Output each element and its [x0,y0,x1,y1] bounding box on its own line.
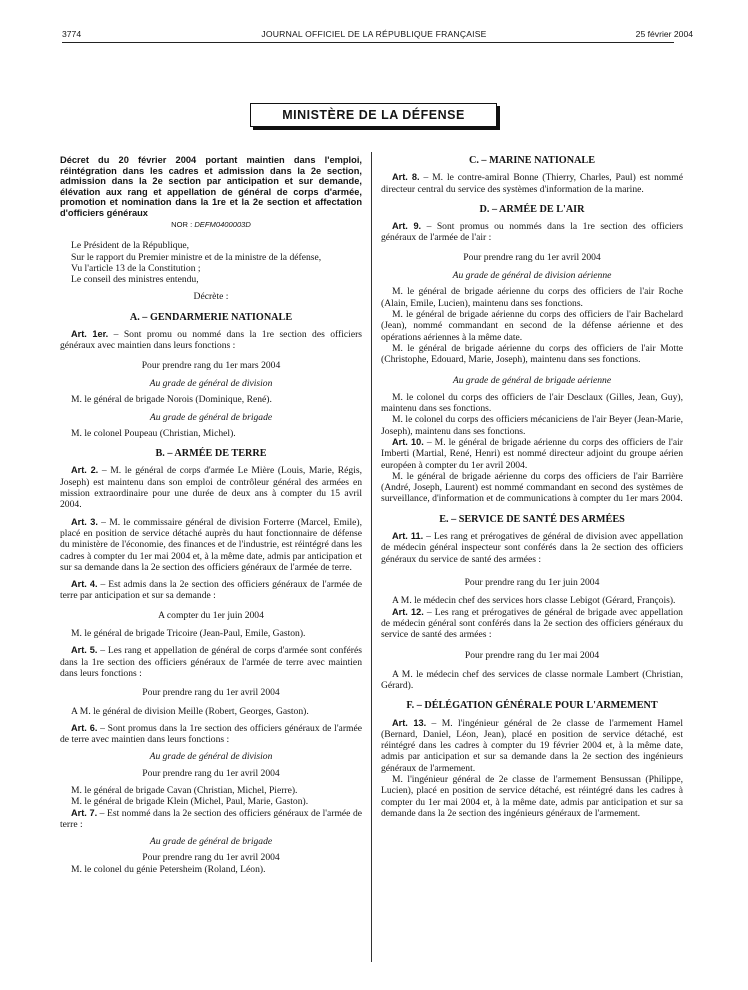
rank-date: Pour prendre rang du 1er mai 2004 [464,650,600,662]
article-label: Art. 13. [392,717,427,728]
person-entry: M. le général de brigade Klein (Michel, Paul, Marie, Gaston). [71,796,309,808]
grade-heading: Au grade de général de division aérienne [452,270,612,282]
nor-reference [60,219,362,230]
person-entry: M. le colonel Poupeau (Christian, Michel). [71,427,236,439]
preamble-line: Sur le rapport du Premier ministre et de la ministre de la défense, [71,251,322,263]
article-paragraph [60,579,362,602]
article-text: – Les rang et appellation de général de corps d'armée sont conférés dans la 1re section des officiers généraux de l'armée de terre avec maintien dans leurs fonctions : [60,645,362,679]
grade-heading: Au grade de général de division [149,751,273,763]
person-entry: A M. le médecin chef des services hors classe Lebigot (Gérard, François). [392,595,676,607]
article-text: – M. le général de brigade aérienne du corps des officiers de l'air Imberti (Martial, René, Henri) est nommé directeur adjoint du groupe aérien européen à compter du 1er avril 2004. [381,436,683,471]
article-text: – Sont promus dans la 1re section des officiers généraux de l'armée de terre avec maintien dans leurs fonctions : [60,722,362,746]
rank-date: Pour prendre rang du 1er avril 2004 [142,767,280,779]
rank-date: Pour prendre rang du 1er avril 2004 [142,687,280,699]
article-label: Art. 2. [71,465,99,476]
article-paragraph [60,517,362,573]
decree-title: Décret du 20 février 2004 portant maintien dans l'emploi, réintégration dans les cadres et admission dans la 2e section, admission dans la 2e section par anticipation et sur demande, élévation aux rang et appellation de général de corps d'armée, promotion et nomination dans la 1re et la 2e section et affectation d'officiers généraux [60,155,362,218]
article-text: – Les rang et prérogatives de général de brigade avec appellation de médecin général sont conférés dans la 2e section des officiers généraux du service de santé des armées : [381,606,683,641]
article-text: – Est admis dans la 2e section des officiers généraux de l'armée de terre par anticipation et sur sa demande : [60,579,363,602]
article-paragraph [381,221,683,244]
person-entry: M. le colonel du corps des officiers de l'air Desclaux (Gilles, Jean, Guy), maintenu dans ses fonctions. [381,391,683,415]
person-entry: M. le général de brigade aérienne du corps des officiers de l'air Roche (Alain, Emile, Lucien), maintenu dans ses fonctions. [381,286,683,309]
article-label: Art. 3. [71,516,98,527]
article-paragraph [381,437,683,471]
person-entry: A M. le médecin chef des services de classe normale Lambert (Christian, Gérard). [381,668,683,691]
person-entry: M. le général de brigade Norois (Dominique, René). [71,394,272,406]
article-text: – M. le commissaire général de division Forterre (Marcel, Emile), placé en position de service détaché auprès du haut fonctionnaire de défense du ministère de l'économie, des finances et de l'industrie, est réintégré dans les cadres à compter du 1er mai 2004 et, à la même date, admis par anticipation et sur sa demande dans la 2e section des officiers généraux de l'armée de terre. [60,516,362,573]
article-paragraph [60,465,362,510]
person-entry: M. le général de brigade Tricoire (Jean-Paul, Emile, Gaston). [71,628,306,640]
article-label: Art. 7. [71,807,98,818]
preamble-line: Vu l'article 13 de la Constitution ; [71,262,201,274]
person-entry: M. le général de brigade Cavan (Christian, Michel, Pierre). [71,784,298,796]
article-text: – Sont promu ou nommé dans la 1re section des officiers généraux avec maintien dans leurs fonctions : [60,329,363,352]
right-column [381,155,683,819]
article-label: Art. 1er. [71,329,109,340]
article-paragraph [60,723,362,746]
article-label: Art. 5. [71,645,98,656]
person-entry: M. le général de brigade aérienne du corps des officiers de l'air Bachelard (Jean), nommé commandant en second de la défense aérienne et des opérations aériennes à la même date. [381,308,683,343]
article-paragraph [381,718,683,774]
column-divider [371,152,372,962]
article-label: Art. 10. [392,436,424,447]
decrete-line: Décrète : [193,291,229,303]
article-label: Art. 6. [71,722,98,733]
article-text: – Sont promus ou nommés dans la 1re section des officiers généraux de l'armée de l'air : [381,221,683,244]
article-text: – Les rang et prérogatives de général de division avec appellation de médecin général inspecteur sont conférés dans la 2e section des officiers généraux du service de santé des armées : [381,531,684,565]
article-paragraph [381,607,683,641]
person-entry: M. le colonel du génie Petersheim (Roland, Léon). [71,863,266,875]
left-column [60,155,362,875]
article-text: – M. le général de corps d'armée Le Mière (Louis, Marie, Régis, Joseph) est maintenu dans son emploi de contrôleur général des armées en mission extraordinaire pour une durée de deux ans à compter du 15 avril 2004. [60,465,362,511]
rank-date: Pour prendre rang du 1er mars 2004 [141,359,281,371]
preamble-line: Le conseil des ministres entendu, [71,274,199,286]
section-heading: D. – ARMÉE DE L'AIR [479,203,585,215]
article-label: Art. 11. [392,531,424,542]
person-entry: M. le général de brigade aérienne du corps des officiers de l'air Barrière (André, Joseph, Laurent) est nommé commandant en second des systèmes de surveillance, d'information et de communications à compter du 1er mars 2004. [381,470,683,505]
grade-heading: Au grade de général de brigade [149,836,273,848]
nor-value: DEFM0400003D [194,220,251,229]
article-paragraph [60,645,362,679]
rank-date: Pour prendre rang du 1er avril 2004 [463,251,601,263]
rank-date: Pour prendre rang du 1er juin 2004 [464,576,600,588]
person-entry: M. l'ingénieur général de 2e classe de l'armement Bensussan (Philippe, Lucien), placé en position de service détaché, est réintégré dans les cadres à compter du 1er mai 2004 et, à la même date, admis par anticipation et sur sa demande dans la 2e section des ingénieurs généraux de l'armement. [381,774,683,819]
section-heading: B. – ARMÉE DE TERRE [155,448,267,460]
article-text: – Est nommé dans la 2e section des officiers généraux de l'armée de terre : [60,807,362,830]
page-number: 3774 [62,29,82,39]
header-rule [62,42,674,43]
article-text: – M. l'ingénieur général de 2e classe de l'armement Hamel (Bernard, Daniel, Léon, Jean), placé en position de service détaché, est réintégré dans les cadres à compter du 19 février 2004 et, à la même date, admis par anticipation et sur sa demande dans la 2e section des ingénieurs généraux de l'armement. [381,717,683,774]
article-text: – M. le contre-amiral Bonne (Thierry, Charles, Paul) est nommé directeur central du service des systèmes d'information de la marine. [381,172,683,195]
article-paragraph [381,531,683,565]
grade-heading: Au grade de général de division [149,377,273,389]
issue-date: 25 février 2004 [635,29,693,39]
person-entry: M. le général de brigade aérienne du corps des officiers de l'air Motte (Christophe, Edouard, Marie, Joseph), maintenu dans ses fonctions. [381,342,683,366]
article-paragraph [60,329,362,352]
rank-date: A compter du 1er juin 2004 [158,609,264,621]
article-label: Art. 9. [392,221,422,232]
preamble-line: Le Président de la République, [71,240,190,252]
section-heading: C. – MARINE NATIONALE [468,155,596,166]
journal-title: JOURNAL OFFICIEL DE LA RÉPUBLIQUE FRANÇAISE [261,29,487,39]
rank-date: Pour prendre rang du 1er avril 2004 [142,852,280,864]
grade-heading: Au grade de général de brigade aérienne [452,375,612,387]
article-paragraph [381,172,683,195]
article-label: Art. 4. [71,579,98,590]
nor-label: NOR : [171,220,195,229]
article-label: Art. 12. [392,606,424,617]
section-heading: E. – SERVICE DE SANTÉ DES ARMÉES [439,513,625,525]
person-entry: M. le colonel du corps des officiers mécaniciens de l'air Beyer (Jean-Marie, Joseph), maintenu dans ses fonctions. [381,414,683,437]
ministry-heading: MINISTÈRE DE LA DÉFENSE [250,103,497,127]
section-heading: F. – DÉLÉGATION GÉNÉRALE POUR L'ARMEMENT [406,700,658,712]
grade-heading: Au grade de général de brigade [149,411,273,423]
article-paragraph [60,808,362,831]
person-entry: A M. le général de division Meille (Robert, Georges, Gaston). [71,705,309,717]
section-heading: A. – GENDARMERIE NATIONALE [129,311,293,323]
article-label: Art. 8. [392,172,420,183]
